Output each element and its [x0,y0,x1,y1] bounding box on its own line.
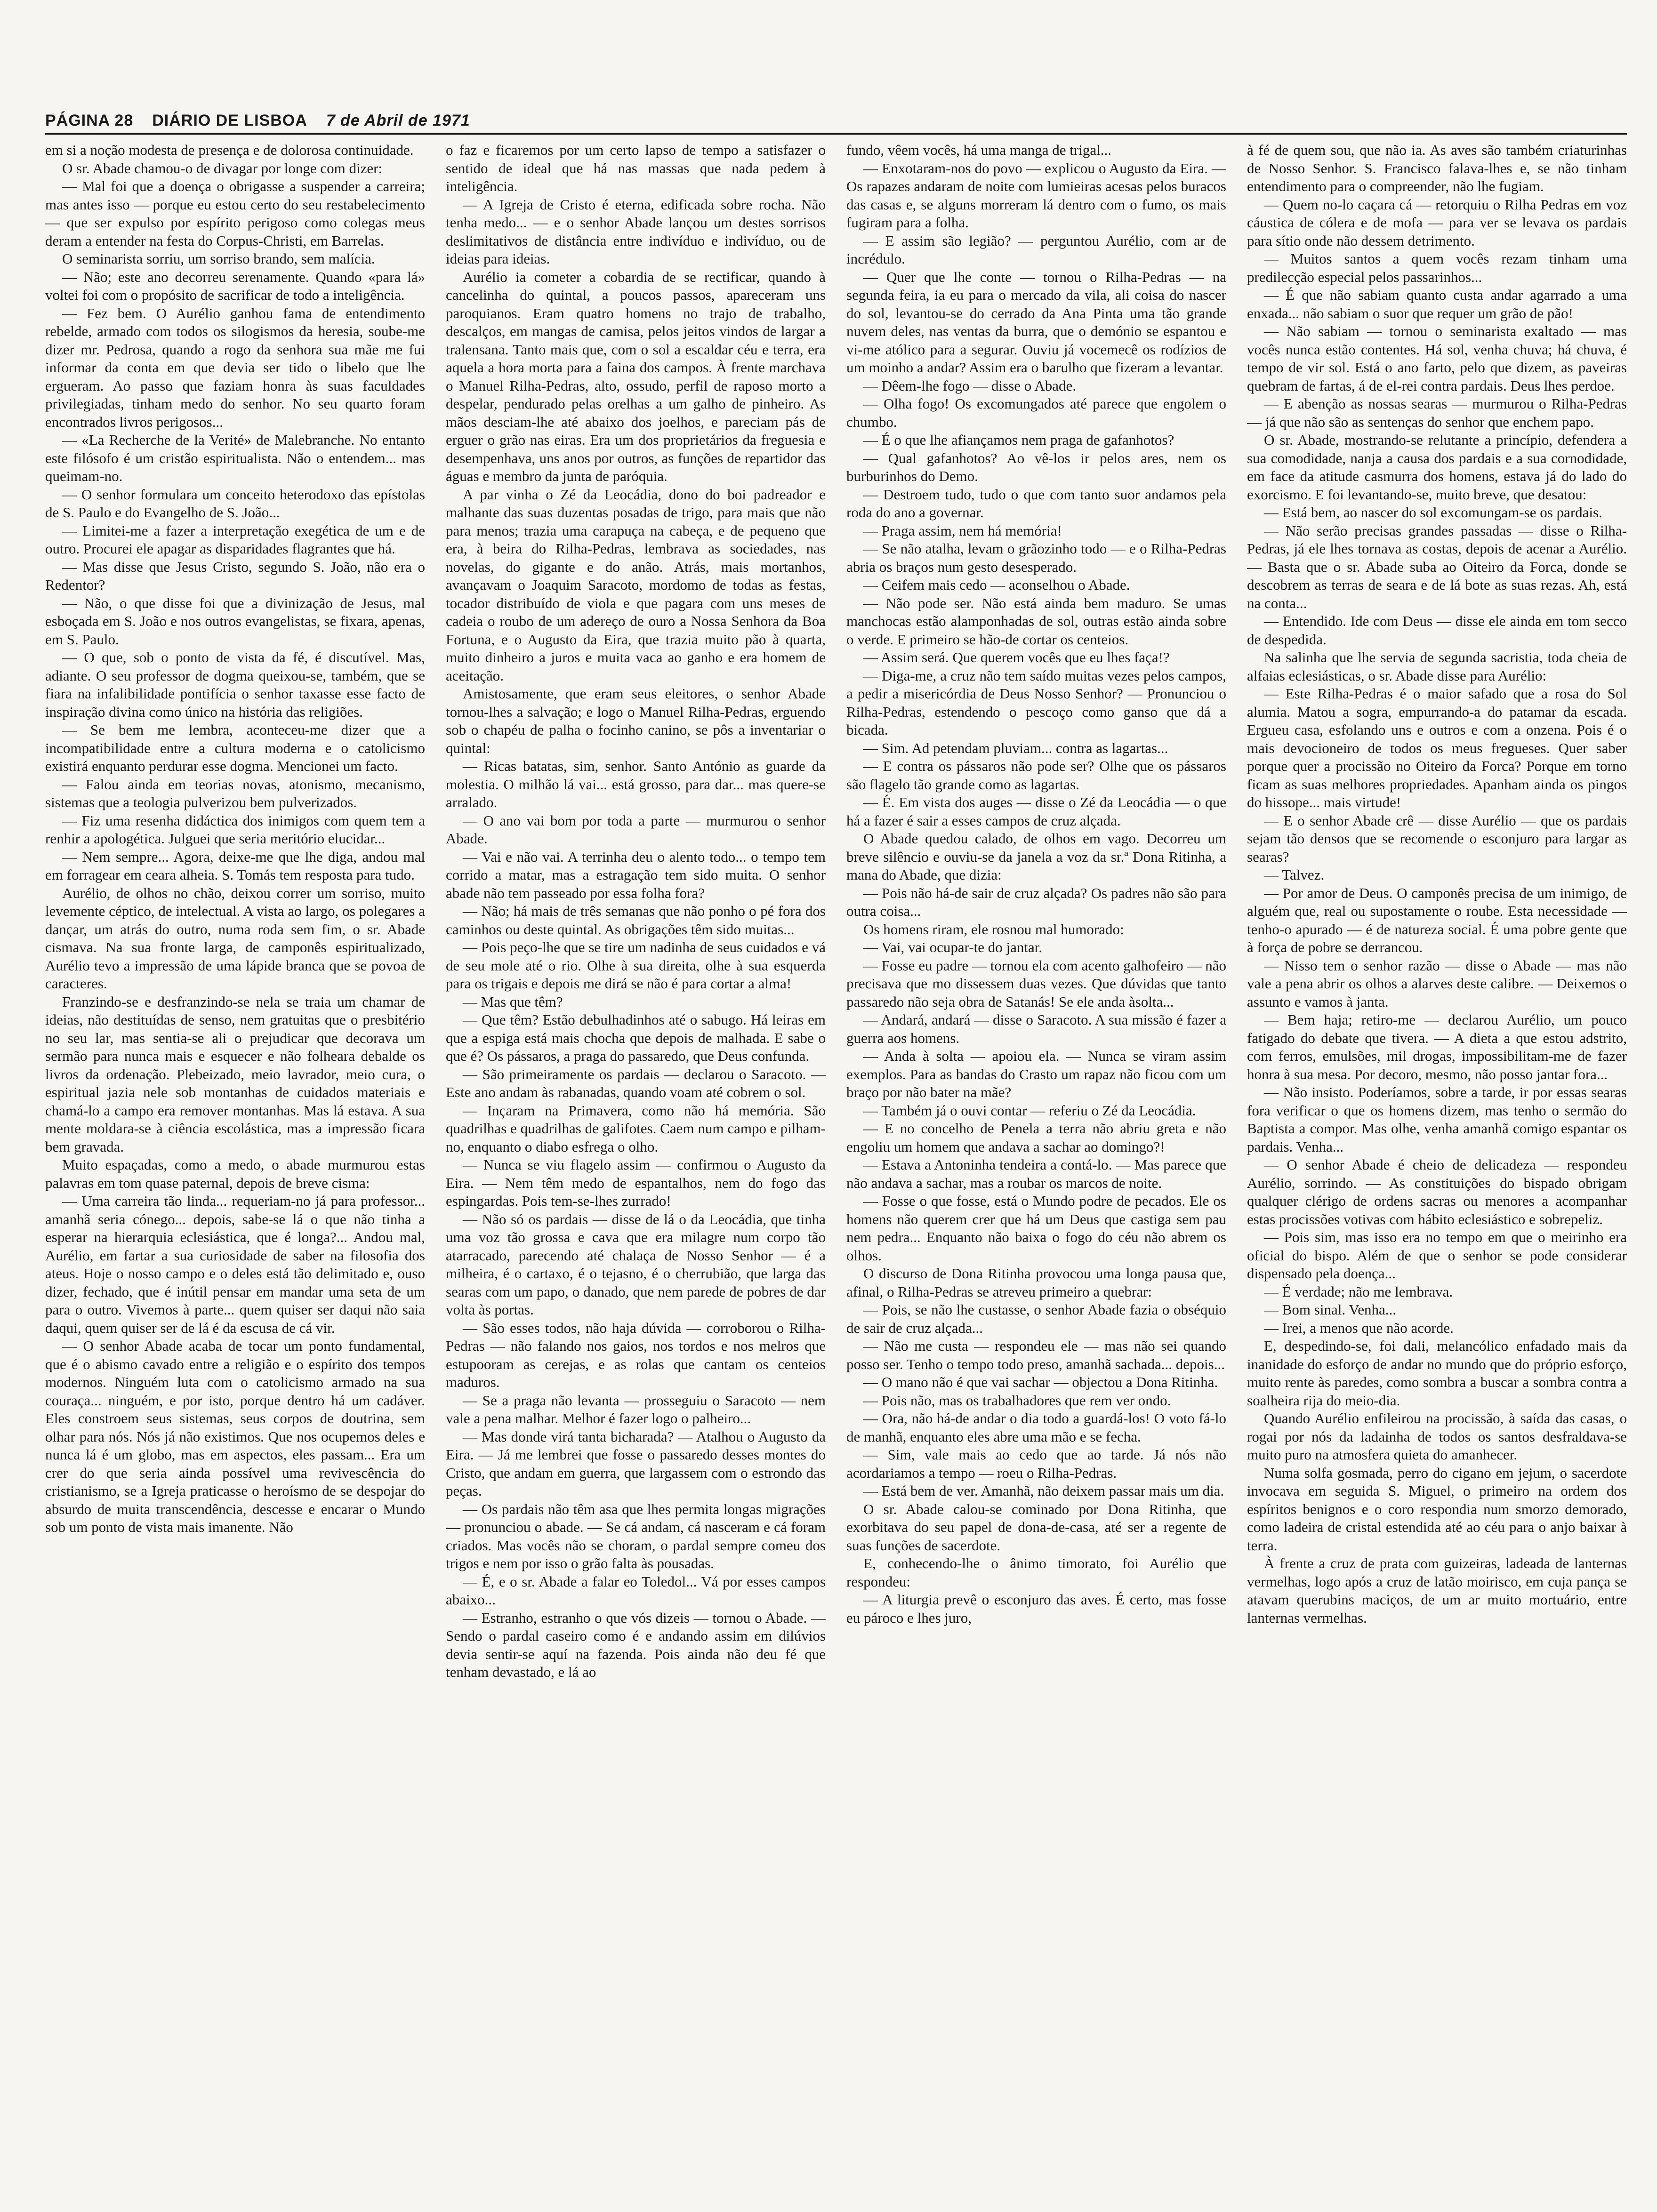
paragraph: — São esses todos, não haja dúvida — corroborou o Rilha-Pedras — não falando nos gaios, nos tordos e nos melros que estupooram as cerejas, e as rolas que cantam os centeios maduros. [446,1319,826,1390]
paragraph: — Fosse o que fosse, está o Mundo podre de pecados. Ele os homens não querem crer que há um Deus que castiga sem pau nem pedra... Enquanto não baixa o fogo do céu não abrem os olhos. [846,1193,1226,1264]
paragraph: — O senhor Abade é cheio de delicadeza — respondeu Aurélio, sorrindo. — As constituições do bispado obrigam qualquer clérigo de ordens sacras ou menores a acompanhar estas procissões votivas com hábito eclesiástico e sobrepeliz. [1247,1156,1627,1227]
paragraph: — Falou ainda em teorias novas, atonismo, mecanismo, sistemas que a teologia pulverizou bem pulverizados. [45,776,425,810]
paragraph: — Limitei-me a fazer a interpretação exegética de um e de outro. Procurei ele apagar as disparidades flagrantes que há. [45,522,425,557]
paragraph: — Também já o ouvi contar — referiu o Zé da Leocádia. [863,1102,1196,1119]
article-columns [45,141,1627,2165]
paragraph: — Ceifem mais cedo — aconselhou o Abade. [863,577,1130,593]
paragraph: — São primeiramente os pardais — declarou o Saracoto. — Este ano andam às rabanadas, quando voam até cobrem o sol. [446,1066,826,1100]
paragraph: — Enxotaram-nos do povo — explicou o Augusto da Eira. — Os rapazes andaram de noite com lumieiras acesas pelos buracos das casas e, se alguns morreram lá dentro com o fumo, os mais fugiram para a folha. [846,160,1226,231]
paragraph: — Fiz uma resenha didáctica dos inimigos com quem tem a renhir a apologética. Julguei que seria meritório elucidar... [45,812,425,847]
paragraph: — Nunca se viu flagelo assim — confirmou o Augusto da Eira. — Nem têm medo de espantalhos, nem do fogo das espingardas. Pois tem-se-lhes zurrado! [446,1156,826,1209]
paragraph: Muito espaçadas, como a medo, o abade murmurou estas palavras em tom quase paternal, depois de breve cisma: [45,1156,425,1191]
paragraph: — Sim. Ad petendam pluviam... contra as lagartas... [863,739,1168,756]
paragraph: — Não só os pardais — disse de lá o da Leocádia, que tinha uma voz tão grossa e cava que era milagre num corpo tão atarracado, parecendo até chalaça de Nosso Senhor — é a milheira, é o cartaxo, é o tejasno, é o cherrubião, que larga das searas com um papo, o danado, que nem parede de pobres de dar volta às portas. [446,1210,826,1318]
paragraph: — Sim, vale mais ao cedo que ao tarde. Já nós não acordariamos a tempo — roeu o Rilha-Pedras. [846,1446,1226,1481]
paragraph: — Não, o que disse foi que a divinização de Jesus, mal esboçada em S. João e nos outros evangelistas, se fixara, apenas, em S. Paulo. [45,594,425,648]
paragraph: — Mal foi que a doença o obrigasse a suspender a carreira; mas antes isso — porque eu estou certo do seu restabelecimento — que ser expulso por espírito perigoso como colegas meus deram a entender na festa do Corpus-Christi, em Barrelas. [45,178,425,249]
paragraph: — Bem haja; retiro-me — declarou Aurélio, um pouco fatigado do debate que tivera. — A dieta a que estou adstrito, com ferros, emulsões, mil drogas, impossibilitam-me de fazer honra à sua mesa. Por decoro, mesmo, não posso jantar fora... [1247,1011,1627,1082]
paragraph: — Não insisto. Poderíamos, sobre a tarde, ir por essas searas fora verificar o que os homens dizem, mas tenho o sermão do Baptista a compor. Mas olhe, venha amanhã comigo espantar os pardais. Venha... [1247,1084,1627,1155]
paragraph: — Estava a Antoninha tendeira a contá-lo. — Mas parece que não andava a sachar, mas a roubar os marcos de noite. [846,1156,1226,1191]
paragraph: — Pois não, mas os trabalhadores que rem ver ondo. [863,1392,1171,1409]
paragraph: — O senhor Abade acaba de tocar um ponto fundamental, que é o abismo cavado entre a religião e o espírito dos tempos modernos. Ninguém luta com o catolicismo armado na sua couraça... ninguém, e por isto, porque dentro há um cadáver. Eles constroem seus sistemas, seus corpos de doutrina, sem olhar para nós. Nós já não existimos. Que nos ocupemos deles e nunca lá é um globo, mas em aspectos, eles passam... Era um crer do que seria ainda possível uma revivescência do cristianismo, se a Igreja praticasse o heroísmo de se despojar do absurdo de muita transcendência, descesse e encarar o Mundo sob um ponto de vista mais imanente. Não [45,1338,425,1535]
paragraph: — O ano vai bom por toda a parte — murmurou o senhor Abade. [446,812,826,847]
paragraph: — Não sabiam — tornou o seminarista exaltado — mas vocês nunca estão contentes. Há sol, venha chuva; há chuva, é tempo de vir sol. Está o ano farto, pelo que dizem, as paveiras quebram de fartas, á de el-rei contra pardais. Deus lhes perdoe. [1247,323,1627,394]
paragraph: — Pois, se não lhe custasse, o senhor Abade fazia o obséquio de sair de cruz alçada... [846,1301,1226,1336]
paragraph: — É o que lhe afiançamos nem praga de gafanhotos? [863,432,1174,448]
paragraph: — Pois peço-lhe que se tire um nadinha de seus cuidados e vá de seu mole até o rio. Olhe à sua direita, olhe à sua esquerda para os trigais e depois me dirá se não é para cortar a alma! [446,939,826,992]
paragraph: — Estranho, estranho o que vós dizeis — tornou o Abade. — Sendo o pardal caseiro como é e andando assim em dilúvios devia sentir-se aquí na fazenda. Pois ainda não deu fé que tenham devastado, e lá ao [446,1609,826,1680]
paragraph: — Vai, vai ocupar-te do jantar. [863,939,1043,955]
paragraph: — Destroem tudo, tudo o que com tanto suor andamos pela roda do ano a governar. [846,486,1226,521]
paragraph: Na salinha que lhe servia de segunda sacristia, toda cheia de alfaias eclesiásticas, o sr. Abade disse para Aurélio: [1247,649,1627,684]
paragraph: — Não; há mais de três semanas que não ponho o pé fora dos caminhos ou deste quintal. As obrigações têm sido muitas... [446,903,826,938]
paragraph: — A liturgia prevê o esconjuro das aves. É certo, mas fosse eu pároco e lhes juro, [846,1591,1226,1626]
paragraph: — O senhor formulara um conceito heterodoxo das epístolas de S. Paulo e do Evangelho de S. João... [45,486,425,521]
paragraph: — Qual gafanhotos? Ao vê-los ir pelos ares, nem os burburinhos do Demo. [846,449,1226,484]
text-column-2 [446,141,826,2165]
paragraph: — Se a praga não levanta — prosseguiu o Saracoto — nem vale a pena malhar. Melhor é fazer logo o palheiro... [446,1392,826,1427]
paragraph: — Os pardais não têm asa que lhes permita longas migrações — pronunciou o abade. — Se cá andam, cá nasceram e cá foram criados. Mas vocês não se choram, o pardal sempre comeu dos trigos e nem por isso o grão falta às pousadas. [446,1500,826,1571]
paragraph: o faz e ficaremos por um certo lapso de tempo a satisfazer o sentido de ideal que há nas massas que nada pedem à inteligência. [446,142,826,194]
paragraph: — Ora, não há-de andar o dia todo a guardá-los! O voto fá-lo de manhã, enquanto eles abre uma mão e se fecha. [846,1410,1226,1445]
paragraph: — Se não atalha, levam o grãozinho todo — e o Rilha-Pedras abria os braços num gesto desesperado. [846,540,1226,575]
paragraph: — Dêem-lhe fogo — disse o Abade. [863,377,1076,394]
paragraph: Amistosamente, que eram seus eleitores, o senhor Abade tornou-lhes a salvação; e logo o Manuel Rilha-Pedras, erguendo sob o chapéu de palha o focinho canino, se pôs a inventariar o quintal: [446,685,826,756]
paragraph: — Talvez. [1264,866,1325,883]
paragraph: O discurso de Dona Ritinha provocou uma longa pausa que, afinal, o Rilha-Pedras se atreveu primeiro a quebrar: [846,1265,1226,1300]
paragraph: — A Igreja de Cristo é eterna, edificada sobre rocha. Não tenha medo... — e o senhor Abade lançou um destes sorrisos deslimitativos de distância entre indivíduo e indivíduo, ou de ideias para ideias. [446,196,826,267]
paragraph: — Pois sim, mas isso era no tempo em que o meirinho era oficial do bispo. Além de que o senhor se pode considerar dispensado pela doença... [1247,1229,1627,1282]
paragraph: — Bom sinal. Venha... [1264,1301,1396,1318]
paragraph: — Fosse eu padre — tornou ela com acento galhofeiro — não precisava que mo dissessem duas vezes. Que dúvidas que tanto passaredo não seja obra de Satanás! Se ele anda àsolta... [846,957,1226,1010]
paragraph: fundo, vêem vocês, há uma manga de trigal... [846,142,1111,158]
paragraph: — «La Recherche de la Verité» de Malebranche. No entanto este filósofo é um cristão espiritualista. Não o entendem... mas queimam-no. [45,432,425,484]
paragraph: — Entendido. Ide com Deus — disse ele ainda em tom secco de despedida. [1247,613,1627,648]
paragraph: Numa solfa gosmada, perro do cigano em jejum, o sacerdote invocava em seguida S. Miguel, o primeiro na ordem dos espíritos benignos e o coro respondia num smorzo demorado, como ladeira de cristal estendida até ao céu para o anjo baixar à terra. [1247,1464,1627,1554]
paragraph: — Mas que têm? [463,993,563,1010]
paragraph: O Abade quedou calado, de olhos em vago. Decorreu um breve silêncio e ouviu-se da janela a voz da sr.ª Dona Ritinha, a mana do Abade, que dizia: [846,830,1226,883]
paragraph: à fé de quem sou, que não ia. As aves são também criaturinhas de Nosso Senhor. S. Francisco falava-lhes e, se não tinham entendimento para o compreender, não lhe fugiam. [1247,142,1627,194]
paragraph: — Ricas batatas, sim, senhor. Santo António as guarde da molestia. O milhão lá vai... está grosso, para dar... mas quere-se arralado. [446,758,826,810]
text-column-1 [45,141,425,2165]
paragraph: O seminarista sorriu, um sorriso brando, sem malícia. [62,250,375,267]
paragraph: — Uma carreira tão linda... requeriam-no já para professor... amanhã seria cónego... depois, sabe-se lá o que não tinha a esperar na hierarquia eclesiástica, que é longa?... Andou mal, Aurélio, em fartar a sua curiosidade de saber na filosofia dos ateus. Hoje o nosso campo e o deles está tão delimitado e, ouso dizer, fechado, que é inútil pensar em mandar uma seta de um para o outro. Vivemos à parte... quem quiser ser daqui não saia daqui, quem quiser ser de lá é da escusa de cá vir. [45,1193,425,1336]
paragraph: — Este Rilha-Pedras é o maior safado que a rosa do Sol alumia. Matou a sogra, empurrando-a do patamar da escada. Ergueu casa, esfolando uns e outros e com a onzena. Pois é o mais devocioneiro de todos os meus fregueses. Quer saber porque quer a procissão no Oiteiro da Forca? Porque em torno ficam as suas melhores propriedades. Apanham ainda os pingos do hissope... mais virtude! [1247,685,1627,810]
paragraph: — E no concelho de Penela a terra não abriu greta e não engoliu um homem que andava a sachar ao domingo?! [846,1120,1226,1155]
paragraph: O sr. Abade chamou-o de divagar por longe com dizer: [62,160,383,176]
page-label: PÁGINA 28 [45,112,134,129]
paragraph: — Quer que lhe conte — tornou o Rilha-Pedras — na segunda feira, ia eu para o mercado da vila, ali coisa do nascer do sol, levantou-se do cerrado da Ana Pinta uma tão grande nuvem deles, nas ventas da burra, que o demónio se espantou e vi-me atólico para a segurar. Ouviu já vocemecê os rodízios de um moinho a andar? Assim era o barulho que fizeram a levantar. [846,268,1226,376]
paragraph: — Não me custa — respondeu ele — mas não sei quando posso ser. Tenho o tempo todo preso, amanhã sachada... depois... [846,1338,1226,1372]
paragraph: — Fez bem. O Aurélio ganhou fama de entendimento rebelde, armado com todos os silogismos da heresia, soube-me dizer mr. Pedrosa, quando a rogo da senhora sua mãe me fui informar da conta em que devia ser tido o libelo que lhe ergueram. Ao passo que faziam honra às suas faculdades privilegiadas, tinham medo do senhor. No seu quarto foram encontrados livros perigosos... [45,305,425,430]
paragraph: Quando Aurélio enfileirou na procissão, à saída das casas, o rogai por nós da ladainha de todos os santos desfraldava-se muito puro na atmosfera quieta do amanhecer. [1247,1410,1627,1463]
paragraph: — Diga-me, a cruz não tem saído muitas vezes pelos campos, a pedir a misericórdia de Deus Nosso Senhor? — Pronunciou o Rilha-Pedras, estendendo o pescoço como ganso que dá a bicada. [846,667,1226,738]
paragraph: — Andará, andará — disse o Saracoto. A sua missão é fazer a guerra aos homens. [846,1011,1226,1046]
paragraph: Aurélio ia cometer a cobardia de se rectificar, quando à cancelinha do quintal, a poucos passos, apareceram uns paroquianos. Eram quatro homens no trajo de trabalho, descalços, em mangas de camisa, pelos jeitos vindos de largar a tralensana. Tanto mais que, com o sol a escaldar céu e terra, era aquela a hora morta para a faina dos campos. À frente marchava o Manuel Rilha-Pedras, alto, ossudo, perfil de raposo morto a despelar, pendurado pelas orelhas a um galho de pinheiro. As mãos desciam-lhe até abaixo dos joelhos, e pareciam pás de erguer o grão nas eiras. Era um dos proprietários da freguesia e desempenhava, uns anos por outros, as funções de repartidor das águas e membro da junta de paróquia. [446,268,826,484]
paragraph: — Não; este ano decorreu serenamente. Quando «para lá» voltei foi com o propósito de sacrificar de todo a inteligência. [45,268,425,303]
paragraph: E, despedindo-se, foi dali, melancólico enfadado mais da inanidade do esforço de andar no mundo que do próprio esforço, muito rente às paredes, como sombra a buscar a sombra contra a soalheira rija do meio-dia. [1247,1338,1627,1409]
paragraph: — Praga assim, nem há memória! [863,522,1062,539]
paragraph: — Está bem, ao nascer do sol excomungam-se os pardais. [1264,504,1602,521]
paragraph: — Pois não há-de sair de cruz alçada? Os padres não são para outra coisa... [846,884,1226,919]
paragraph: — Por amor de Deus. O camponês precisa de um inimigo, de alguém que, real ou supostamente o roube. Esta necessidade — tenho-o apurado — é de natureza social. É uma pobre gente que à força de pobre se derrancou. [1247,884,1627,955]
paragraph: — Vai e não vai. A terrinha deu o alento todo... o tempo tem corrido a matar, mas a estragação tem sido muita. O senhor abade não tem passeado por essa folha fora? [446,848,826,901]
paragraph: — Mas donde virá tanta bicharada? — Atalhou o Augusto da Eira. — Já me lembrei que fosse o passaredo desses montes do Cristo, que andam em guerra, que largassem com o estrondo das peças. [446,1428,826,1499]
masthead [45,102,1627,135]
paragraph: E, conhecendo-lhe o ânimo timorato, foi Aurélio que respondeu: [846,1555,1226,1590]
paragraph: — Inçaram na Primavera, como não há memória. São quadrilhas e quadrilhas de galifotes. Caem num campo e pilham-no, enquanto o diabo esfrega o olho. [446,1102,826,1155]
paragraph: em si a noção modesta de presença e de dolorosa continuidade. [45,142,414,158]
paragraph: — Muitos santos a quem vocês rezam tinham uma predilecção especial pelos passarinhos... [1247,250,1627,285]
paragraph: — Irei, a menos que não acorde. [1264,1319,1454,1336]
paragraph: — Que têm? Estão debulhadinhos até o sabugo. Há leiras em que a espiga está mais chocha que depois de malhada. E sabe o que é? Os pássaros, a praga do passaredo, que Deus confunda. [446,1011,826,1064]
paragraph: A par vinha o Zé da Leocádia, dono do boi padreador e malhante das suas duzentas posadas de trigo, para mais que não para menos; trazia uma carapuça na cabeça, e de pequeno que era, à beira do Rilha-Pedras, lembrava as sociedades, nas novelas, do gigante e do anão. Atrás, mais mortanhos, avançavam o Joaquim Saracoto, mordomo de todas as festas, tocador distribuído de viola e que pagara com uns meses de cadeia o roubo de um adereço de ouro a Nossa Senhora da Boa Fortuna, e o Augusto da Eira, que trazia muito pão à quarta, muito dinheiro a juros e muita vaca ao ganho e era homem de aceitação. [446,486,826,684]
paragraph: — Nisso tem o senhor razão — disse o Abade — mas não vale a pena abrir os olhos a alarves deste calibre. — Deixemos o assunto e vamos à janta. [1247,957,1627,1010]
paragraph: — Quem no-lo caçara cá — retorquiu o Rilha Pedras em voz cáustica de cólera e de mofa — para ver se levava os pardais para sítio onde não dessem detrimento. [1247,196,1627,249]
text-column-3 [846,141,1226,2165]
paragraph: — É que não sabiam quanto custa andar agarrado a uma enxada... não sabiam o suor que requer um grão de pão! [1247,287,1627,321]
paragraph: — O que, sob o ponto de vista da fé, é discutível. Mas, adiante. O seu professor de dogma queixou-se, também, que se fiara na infalibilidade pontifícia o senhor taxasse esse facto de inspiração divina como único na história das religiões. [45,649,425,720]
paragraph: O sr. Abade calou-se cominado por Dona Ritinha, que exorbitava do seu papel de dona-de-casa, até ser a regente de suas funções de sacerdote. [846,1500,1226,1554]
paragraph: Franzindo-se e desfranzindo-se nela se traia um chamar de ideias, não destituídas de senso, nem gratuitas que o presbitério no seu lar, mas sentia-se ali o prejudicar que decorava um sermão para nunca mais e esquecer e não folheara debalde os livros da ordenação. Plebeizado, meio lavrador, meio cura, o espiritual jazia nele sob montanhas de cuidados materiais e chamá-lo a campo era remover montanhas. Mas lá estava. A sua mente moldara-se à ciência escolástica, mas a impressão ficara bem gravada. [45,993,425,1155]
paragraph: — E assim são legião? — perguntou Aurélio, com ar de incrédulo. [846,232,1226,267]
paragraph: — É, e o sr. Abade a falar eo Toledol... Vá por esses campos abaixo... [446,1573,826,1608]
newspaper-name: DIÁRIO DE LISBOA [152,112,307,129]
paragraph: — É. Em vista dos auges — disse o Zé da Leocádia — o que há a fazer é sair a esses campos de cruz alçada. [846,794,1226,829]
paragraph: — Assim será. Que querem vocês que eu lhes faça!? [863,649,1170,665]
paragraph: — Não pode ser. Não está ainda bem maduro. Se umas manchocas estão alamponhadas de sol, outras estão ainda sobre o verde. E primeiro se hão-de cortar os centeios. [846,594,1226,648]
paragraph: — E contra os pássaros não pode ser? Olhe que os pássaros são flagelo tão grande como as lagartas. [846,758,1226,793]
paragraph: — Nem sempre... Agora, deixe-me que lhe diga, andou mal em forragear em ceara alheia. S. Tomás tem resposta para tudo. [45,848,425,883]
paragraph: — Está bem de ver. Amanhã, não deixem passar mais um dia. [863,1483,1224,1499]
paragraph: — Não serão precisas grandes passadas — disse o Rilha-Pedras, já ele lhes tornava as costas, depois de acenar a Aurélio. — Basta que o sr. Abade suba ao Oiteiro da Forca, donde se descobrem as terras de seara e de lá bote as suas rezas. Ah, está na conta... [1247,522,1627,611]
paragraph: — Anda à solta — apoiou ela. — Nunca se viram assim exemplos. Para as bandas do Crasto um rapaz não ficou com um braço por não bater na mãe? [846,1048,1226,1100]
paragraph: — Se bem me lembra, aconteceu-me dizer que a incompatibilidade entre a cultura moderna e o catolicismo existirá enquanto perdurar esse dogma. Mencionei um facto. [45,721,425,774]
paragraph: Aurélio, de olhos no chão, deixou correr um sorriso, muito levemente céptico, de intelectual. A vista ao largo, os polegares a dançar, um atrás do outro, numa roda sem fim, o sr. Abade cismava. Na sua fronte larga, de camponês espiritualizado, Aurélio tevo a impressão de uma lápide branca que se povoa de caracteres. [45,884,425,992]
paragraph: O sr. Abade, mostrando-se relutante a princípio, defendera a sua comodidade, nanja a causa dos pardais e a sua cornodidade, em face da atitude casmurra dos homens, estava já do lado do exorcismo. E foi levantando-se, muito breve, que desatou: [1247,432,1627,503]
paragraph: — E abenção as nossas searas — murmurou o Rilha-Pedras — já que não são as sentenças do senhor que enchem papo. [1247,395,1627,430]
paragraph: — Olha fogo! Os excomungados até parece que engolem o chumbo. [846,395,1226,430]
paragraph: — O mano não é que vai sachar — objectou a Dona Ritinha. [863,1374,1218,1390]
paragraph: — Mas disse que Jesus Cristo, segundo S. João, não era o Redentor? [45,558,425,593]
paragraph: Os homens riram, ele rosnou mal humorado: [863,921,1124,938]
paragraph: À frente a cruz de prata com guizeiras, ladeada de lanternas vermelhas, logo após a cruz de latão moirisco, em cuja pança se atavam querubins maciços, de um ar muito mortuário, entre lanternas vermelhas. [1247,1555,1627,1626]
issue-date: 7 de Abril de 1971 [326,112,470,129]
paragraph: — É verdade; não me lembrava. [1264,1283,1453,1300]
text-column-4 [1247,141,1627,2165]
paragraph: — E o senhor Abade crê — disse Aurélio — que os pardais sejam tão densos que se recomende o esconjuro para largar as searas? [1247,812,1627,865]
